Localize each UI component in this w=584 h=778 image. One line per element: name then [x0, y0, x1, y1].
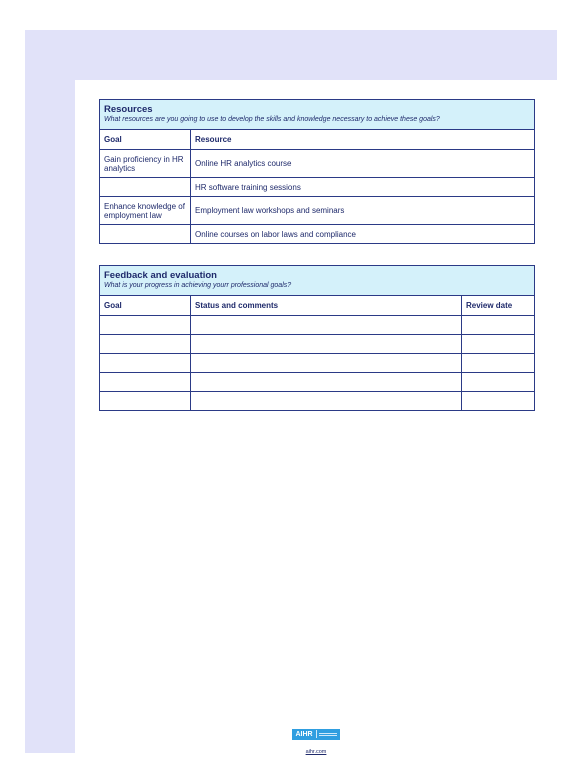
review-date-cell[interactable]	[461, 392, 534, 411]
table-cell: Online HR analytics course	[191, 150, 535, 178]
review-date-cell[interactable]	[461, 335, 534, 354]
table-row	[100, 373, 535, 392]
status-cell[interactable]	[191, 373, 462, 392]
review-date-cell[interactable]	[461, 373, 534, 392]
table-cell: Enhance knowledge of employment law	[100, 197, 191, 225]
table-row	[100, 150, 535, 178]
table-row	[100, 197, 535, 225]
table-cell: Employment law workshops and seminars	[191, 197, 535, 225]
table-row	[100, 225, 535, 244]
table-row	[100, 316, 535, 335]
feedback-title: Feedback and evaluation	[104, 270, 217, 281]
table-cell: HR software training sessions	[191, 178, 535, 197]
table-cell	[100, 178, 191, 197]
status-cell[interactable]	[191, 316, 462, 335]
feedback-col-status: Status and comments	[191, 296, 462, 316]
feedback-subtitle: What is your progress in achieving yourr professional goals?	[104, 282, 292, 289]
document-page	[75, 80, 557, 761]
goal-cell[interactable]	[100, 316, 191, 335]
footer	[75, 729, 557, 755]
status-cell[interactable]	[191, 335, 462, 354]
resources-header	[100, 100, 535, 130]
table-cell: Online courses on labor laws and compliance	[191, 225, 535, 244]
goal-cell[interactable]	[100, 335, 191, 354]
feedback-col-review-date: Review date	[461, 296, 534, 316]
table-row	[100, 335, 535, 354]
goal-cell[interactable]	[100, 373, 191, 392]
table-row	[100, 178, 535, 197]
table-cell: Gain proficiency in HR analytics	[100, 150, 191, 178]
goal-cell[interactable]	[100, 392, 191, 411]
feedback-header	[100, 266, 535, 296]
resources-col-resource: Resource	[191, 130, 535, 150]
logo-text: AIHR	[295, 731, 313, 738]
resources-col-goal: Goal	[100, 130, 191, 150]
feedback-col-goal: Goal	[100, 296, 191, 316]
goal-cell[interactable]	[100, 354, 191, 373]
resources-table	[99, 99, 535, 244]
status-cell[interactable]	[191, 354, 462, 373]
table-row	[100, 354, 535, 373]
feedback-table	[99, 265, 535, 411]
table-row	[100, 392, 535, 411]
aihr-logo	[292, 729, 339, 740]
status-cell[interactable]	[191, 392, 462, 411]
review-date-cell[interactable]	[461, 316, 534, 335]
table-cell	[100, 225, 191, 244]
resources-subtitle: What resources are you going to use to develop the skills and knowledge necessary to achieve these goals?	[104, 116, 440, 123]
page-background	[25, 30, 557, 753]
footer-link[interactable]: aihr.com	[305, 749, 327, 755]
review-date-cell[interactable]	[461, 354, 534, 373]
resources-title: Resources	[104, 104, 153, 115]
